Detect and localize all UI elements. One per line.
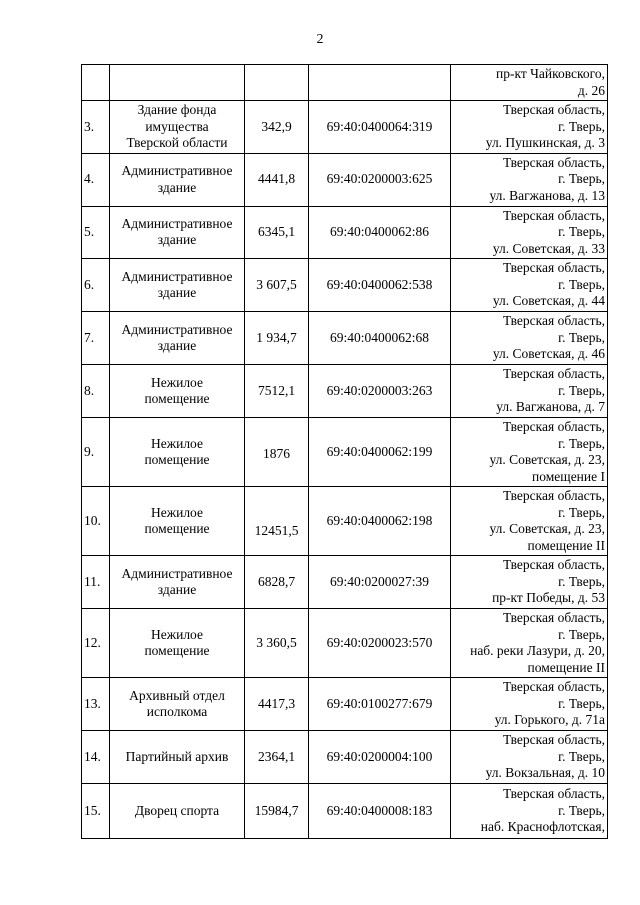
address-line: Тверская область, xyxy=(503,610,605,625)
address-line: Тверская область, xyxy=(503,488,605,503)
cadastral-number-cell: 69:40:0200003:263 xyxy=(309,365,451,418)
address-line: ул. Советская, д. 46 xyxy=(492,346,605,362)
object-name-line: помещение xyxy=(144,521,210,536)
object-name-cell xyxy=(110,259,245,312)
cadastral-number-cell: 69:40:0400062:68 xyxy=(309,312,451,365)
address-cell xyxy=(451,678,608,731)
cadastral-number-cell: 69:40:0400064:319 xyxy=(309,101,451,154)
address-line: пр-кт Чайковского, xyxy=(496,66,605,81)
cadastral-number-cell: 69:40:0400008:183 xyxy=(309,784,451,839)
object-name-line: здание xyxy=(157,582,197,597)
row-number-cell: 15. xyxy=(82,784,110,839)
object-name-line: исполкома xyxy=(146,704,208,719)
object-name-line: здание xyxy=(157,179,197,195)
address-line: Тверская область, xyxy=(503,313,605,329)
area-cell: 7512,1 xyxy=(245,365,309,418)
object-name-cell xyxy=(110,65,245,101)
table-row xyxy=(82,731,608,784)
address-line: ул. Вагжанова, д. 13 xyxy=(489,187,605,203)
address-line: Тверская область, xyxy=(503,679,605,695)
area-cell: 4417,3 xyxy=(245,678,309,731)
address-cell xyxy=(451,206,608,259)
table-row xyxy=(82,418,608,487)
address-cell xyxy=(451,365,608,418)
address-line: г. Тверь, xyxy=(558,224,605,239)
address-cell xyxy=(451,418,608,487)
table-row xyxy=(82,206,608,259)
object-name-line: здание xyxy=(157,338,197,353)
row-number-cell: 11. xyxy=(82,556,110,609)
address-line: ул. Вагжанова, д. 7 xyxy=(496,399,605,415)
object-name-cell xyxy=(110,678,245,731)
address-line: г. Тверь, xyxy=(558,276,605,292)
address-line: г. Тверь, xyxy=(558,748,605,764)
address-cell xyxy=(451,259,608,312)
address-cell xyxy=(451,153,608,206)
area-cell: 3 360,5 xyxy=(245,609,309,678)
address-line: ул. Горького, д. 71а xyxy=(494,712,605,728)
cadastral-number-cell: 69:40:0200003:625 xyxy=(309,153,451,206)
table-row xyxy=(82,609,608,678)
area-cell: 12451,5 xyxy=(245,487,309,556)
address-line: г. Тверь, xyxy=(558,435,605,451)
address-line: помещение II xyxy=(527,537,605,553)
address-line: г. Тверь, xyxy=(558,802,605,818)
object-name-line: Административное xyxy=(121,268,233,284)
address-line: д. 26 xyxy=(577,82,605,98)
area-cell: 1876 xyxy=(245,418,309,487)
object-name-cell xyxy=(110,609,245,678)
address-cell xyxy=(451,65,608,101)
address-cell xyxy=(451,784,608,839)
row-number-cell: 13. xyxy=(82,678,110,731)
address-line: Тверская область, xyxy=(503,557,605,573)
address-line: Тверская область, xyxy=(503,207,605,223)
address-line: ул. Советская, д. 23, xyxy=(489,452,605,467)
address-cell xyxy=(451,101,608,154)
object-name-line: помещение xyxy=(144,391,210,406)
object-name-cell xyxy=(110,418,245,487)
object-name-line: Дворец спорта xyxy=(134,802,220,818)
row-number-cell: 9. xyxy=(82,418,110,487)
table-row xyxy=(82,365,608,418)
object-name-line: Партийный архив xyxy=(125,748,229,764)
address-cell xyxy=(451,556,608,609)
address-line: Тверская область, xyxy=(503,732,605,748)
address-line: Тверская область, xyxy=(503,786,605,802)
object-name-cell xyxy=(110,556,245,609)
area-cell: 6828,7 xyxy=(245,556,309,609)
area-cell: 3 607,5 xyxy=(245,259,309,312)
area-cell: 6345,1 xyxy=(245,206,309,259)
table-row xyxy=(82,556,608,609)
object-name-line: Административное xyxy=(121,565,233,581)
row-number-cell: 4. xyxy=(82,153,110,206)
cadastral-number-cell: 69:40:0400062:199 xyxy=(309,418,451,487)
object-name-cell xyxy=(110,784,245,839)
cadastral-number-cell: 69:40:0100277:679 xyxy=(309,678,451,731)
table-row xyxy=(82,784,608,839)
object-name-line: Нежилое xyxy=(151,374,203,390)
address-line: ул. Советская, д. 33 xyxy=(492,240,605,256)
table-row xyxy=(82,65,608,101)
address-line: г. Тверь, xyxy=(558,504,605,520)
address-cell xyxy=(451,312,608,365)
address-line: помещение II xyxy=(527,659,605,675)
address-cell xyxy=(451,609,608,678)
address-line: г. Тверь, xyxy=(558,626,605,642)
address-line: г. Тверь, xyxy=(558,171,605,187)
address-line: пр-кт Победы, д. 53 xyxy=(492,590,605,606)
object-name-line: Архивный отдел xyxy=(129,687,225,703)
row-number-cell: 12. xyxy=(82,609,110,678)
object-name-line: Тверской области xyxy=(126,135,228,150)
address-line: помещение I xyxy=(532,468,605,484)
object-name-cell xyxy=(110,365,245,418)
table-row xyxy=(82,678,608,731)
address-line: г. Тверь, xyxy=(558,382,605,398)
object-name-line: помещение xyxy=(144,643,210,658)
cadastral-number-cell: 69:40:0400062:538 xyxy=(309,259,451,312)
address-line: Тверская область, xyxy=(503,366,605,382)
object-name-line: Здание фонда xyxy=(137,102,217,117)
object-name-line: здание xyxy=(157,232,197,248)
object-name-cell xyxy=(110,487,245,556)
table-row xyxy=(82,312,608,365)
object-name-line: Нежилое xyxy=(151,504,203,520)
object-name-cell xyxy=(110,101,245,154)
table-row xyxy=(82,153,608,206)
address-line: Тверская область, xyxy=(503,102,605,117)
object-name-line: Административное xyxy=(121,215,233,231)
cadastral-number-cell: 69:40:0200004:100 xyxy=(309,731,451,784)
address-line: г. Тверь, xyxy=(558,329,605,345)
object-name-line: Административное xyxy=(121,321,233,337)
address-line: Тверская область, xyxy=(503,154,605,170)
object-name-line: Нежилое xyxy=(151,435,203,451)
row-number-cell: 3. xyxy=(82,101,110,154)
object-name-cell xyxy=(110,312,245,365)
object-name-line: Нежилое xyxy=(151,626,203,642)
row-number-cell: 5. xyxy=(82,206,110,259)
area-cell: 1 934,7 xyxy=(245,312,309,365)
area-cell: 2364,1 xyxy=(245,731,309,784)
property-table xyxy=(81,64,608,839)
row-number-cell: 14. xyxy=(82,731,110,784)
page-number: 2 xyxy=(316,32,324,47)
cadastral-number-cell: 69:40:0200027:39 xyxy=(309,556,451,609)
row-number-cell: 7. xyxy=(82,312,110,365)
object-name-cell xyxy=(110,206,245,259)
cadastral-number-cell: 69:40:0200023:570 xyxy=(309,609,451,678)
area-cell xyxy=(245,65,309,101)
object-name-cell xyxy=(110,153,245,206)
row-number-cell xyxy=(82,65,110,101)
address-line: ул. Советская, д. 44 xyxy=(492,293,605,309)
address-line: ул. Советская, д. 23, xyxy=(489,521,605,536)
row-number-cell: 8. xyxy=(82,365,110,418)
address-line: г. Тверь, xyxy=(558,695,605,711)
address-line: наб. Краснофлотская, xyxy=(480,819,605,835)
cadastral-number-cell xyxy=(309,65,451,101)
table-row xyxy=(82,259,608,312)
cadastral-number-cell: 69:40:0400062:86 xyxy=(309,206,451,259)
object-name-line: помещение xyxy=(144,452,210,467)
area-cell: 342,9 xyxy=(245,101,309,154)
address-cell xyxy=(451,731,608,784)
row-number-cell: 6. xyxy=(82,259,110,312)
table-row xyxy=(82,101,608,154)
address-line: наб. реки Лазури, д. 20, xyxy=(470,643,605,658)
row-number-cell: 10. xyxy=(82,487,110,556)
address-line: г. Тверь, xyxy=(558,573,605,589)
address-line: Тверская область, xyxy=(503,419,605,434)
address-line: г. Тверь, xyxy=(558,118,605,134)
object-name-line: Административное xyxy=(121,163,233,178)
address-line: ул. Пушкинская, д. 3 xyxy=(485,135,605,150)
address-cell xyxy=(451,487,608,556)
table-row xyxy=(82,487,608,556)
area-cell: 15984,7 xyxy=(245,784,309,839)
object-name-line: имущества xyxy=(145,118,209,134)
object-name-line: здание xyxy=(157,285,197,300)
area-cell: 4441,8 xyxy=(245,153,309,206)
cadastral-number-cell: 69:40:0400062:198 xyxy=(309,487,451,556)
address-line: ул. Вокзальная, д. 10 xyxy=(485,765,605,781)
object-name-cell xyxy=(110,731,245,784)
address-line: Тверская область, xyxy=(503,260,605,276)
